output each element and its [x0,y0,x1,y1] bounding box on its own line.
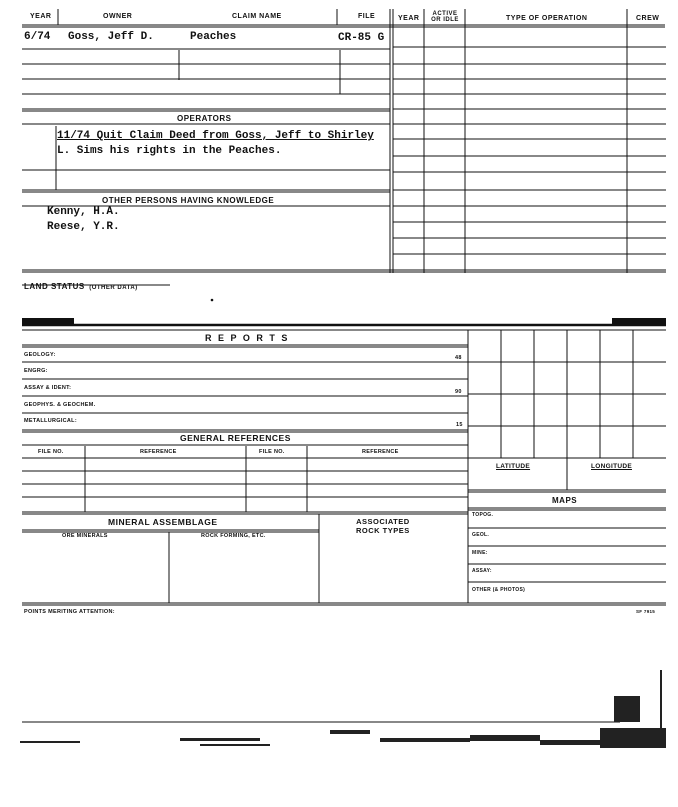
reports-metallurgical-num: 15 [456,422,463,428]
reports-assay-label: ASSAY & IDENT: [24,385,72,391]
header-claim-name: CLAIM NAME [232,13,282,20]
maps-topog: TOPOG. [472,512,494,518]
associated-line1: ASSOCIATED [356,517,410,526]
gr-col-file-no-1: FILE NO. [38,449,64,455]
reports-geology-label: GEOLOGY: [24,352,56,358]
latitude-label: LATITUDE [496,463,531,470]
longitude-label: LONGITUDE [591,463,632,470]
land-status-label [24,276,138,294]
header-type-of-operation: TYPE OF OPERATION [506,15,588,22]
header-owner: OWNER [103,13,133,20]
knowledge-name-1: Kenny, H.A. [47,206,120,218]
maps-geol: GEOL. [472,532,490,538]
reports-title: R E P O R T S [205,333,290,343]
rock-forming-label: ROCK FORMING, ETC. [201,533,266,539]
record-file: CR-85 G [338,32,385,44]
points-meriting-attention: POINTS MERITING ATTENTION: [24,609,115,615]
operators-line2: L. Sims his rights in the Peaches. [57,145,282,157]
record-year: 6/74 [24,31,51,43]
knowledge-title: OTHER PERSONS HAVING KNOWLEDGE [102,196,275,205]
header-crew: CREW [636,15,660,22]
reports-geophys-label: GEOPHYS. & GEOCHEM. [24,402,96,408]
gr-col-file-no-2: FILE NO. [259,449,285,455]
header-year: YEAR [30,13,52,20]
header-active-line2: OR IDLE [431,17,459,23]
record-owner: Goss, Jeff D. [68,31,154,43]
maps-mine: MINE: [472,550,488,556]
land-status-sub: (OTHER DATA) [89,285,138,291]
general-references-title: GENERAL REFERENCES [180,433,291,443]
header-year-right: YEAR [398,15,420,22]
mineral-assemblage-title: MINERAL ASSEMBLAGE [108,517,218,527]
header-file: FILE [358,13,376,20]
gr-col-reference-1: REFERENCE [140,449,177,455]
header-active-line1: ACTIVE [432,11,458,17]
reports-geology-num: 48 [455,355,462,361]
maps-assay: ASSAY: [472,568,492,574]
header-active-or-idle [426,11,464,23]
reports-engrg-label: ENGRG: [24,368,48,374]
ore-minerals-label: ORE MINERALS [62,533,108,539]
reports-assay-num: 90 [455,389,462,395]
associated-rock-types [356,517,410,535]
reports-metallurgical-label: METALLURGICAL: [24,418,77,424]
gr-col-reference-2: REFERENCE [362,449,399,455]
form-number: SF 7915 [636,609,656,614]
land-status-title: LAND STATUS [24,282,85,291]
knowledge-name-2: Reese, Y.R. [47,221,120,233]
operators-line1: 11/74 Quit Claim Deed from Goss, Jeff to Shirley [57,130,374,142]
operators-title: OPERATORS [177,114,232,123]
associated-line2: ROCK TYPES [356,526,410,535]
maps-title: MAPS [552,496,578,505]
record-claim-name: Peaches [190,31,237,43]
maps-other-photos: OTHER (& PHOTOS) [472,587,526,593]
